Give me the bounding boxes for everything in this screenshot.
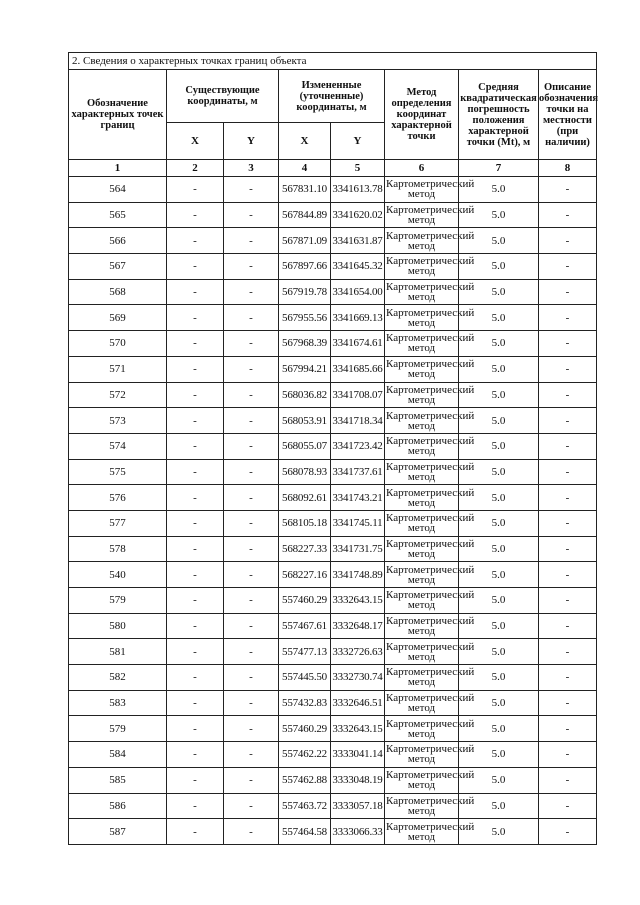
table-row <box>69 254 597 280</box>
cell-existing-x: - <box>167 742 224 768</box>
cell-method: Картометрический метод <box>386 563 475 586</box>
cell-existing-x: - <box>167 279 224 305</box>
cell-existing-y: - <box>224 408 279 434</box>
cell-method: Картометрический метод <box>386 332 475 355</box>
column-number: 1 <box>69 160 167 177</box>
cell-existing-y: - <box>224 202 279 228</box>
cell-point: 573 <box>69 408 167 434</box>
table-row <box>69 202 597 228</box>
cell-x: 568036.82 <box>279 382 331 408</box>
cell-x: 568055.07 <box>279 433 331 459</box>
cell-accuracy: 5.0 <box>459 536 539 562</box>
cell-accuracy: 5.0 <box>459 793 539 819</box>
cell-y: 3332730.74 <box>331 665 385 691</box>
cell-y: 3333057.18 <box>331 793 385 819</box>
cell-x: 557463.72 <box>279 793 331 819</box>
cell-y: 3341654.00 <box>331 279 385 305</box>
cell-existing-y: - <box>224 485 279 511</box>
cell-accuracy: 5.0 <box>459 356 539 382</box>
cell-x: 567968.39 <box>279 331 331 357</box>
cell-existing-y: - <box>224 690 279 716</box>
cell-y: 3341613.78 <box>331 177 385 203</box>
cell-description: - <box>539 639 597 665</box>
cell-description: - <box>539 459 597 485</box>
table-row <box>69 177 597 203</box>
header-description: Описание обозначения точки на местности (при наличии) <box>539 70 597 160</box>
cell-y: 3332643.15 <box>331 588 385 614</box>
cell-existing-x: - <box>167 767 224 793</box>
cell-accuracy: 5.0 <box>459 459 539 485</box>
cell-description: - <box>539 331 597 357</box>
table-row <box>69 459 597 485</box>
cell-existing-x: - <box>167 819 224 845</box>
cell-existing-x: - <box>167 305 224 331</box>
table-row <box>69 305 597 331</box>
cell-method: Картометрический метод <box>386 640 475 663</box>
cell-method: Картометрический метод <box>386 281 475 304</box>
cell-existing-y: - <box>224 588 279 614</box>
table-row <box>69 382 597 408</box>
cell-method: Картометрический метод <box>386 383 475 406</box>
cell-existing-y: - <box>224 279 279 305</box>
cell-description: - <box>539 485 597 511</box>
cell-method: Картометрический метод <box>386 229 475 252</box>
cell-existing-y: - <box>224 433 279 459</box>
cell-accuracy: 5.0 <box>459 305 539 331</box>
cell-description: - <box>539 690 597 716</box>
cell-existing-x: - <box>167 177 224 203</box>
table-row <box>69 819 597 845</box>
cell-description: - <box>539 177 597 203</box>
table-row <box>69 408 597 434</box>
cell-point: 574 <box>69 433 167 459</box>
cell-point: 579 <box>69 588 167 614</box>
cell-accuracy: 5.0 <box>459 562 539 588</box>
cell-point: 568 <box>69 279 167 305</box>
cell-y: 3341674.61 <box>331 331 385 357</box>
cell-existing-x: - <box>167 228 224 254</box>
header-existing-x: X <box>167 123 224 160</box>
table-row <box>69 665 597 691</box>
cell-existing-y: - <box>224 510 279 536</box>
cell-description: - <box>539 767 597 793</box>
cell-y: 3341631.87 <box>331 228 385 254</box>
table-row <box>69 562 597 588</box>
cell-existing-x: - <box>167 690 224 716</box>
cell-point: 566 <box>69 228 167 254</box>
cell-accuracy: 5.0 <box>459 588 539 614</box>
header-existing-coords: Существующие координаты, м <box>167 70 279 123</box>
cell-y: 3341620.02 <box>331 202 385 228</box>
table-row <box>69 485 597 511</box>
cell-existing-y: - <box>224 177 279 203</box>
cell-description: - <box>539 665 597 691</box>
table-row <box>69 433 597 459</box>
cell-accuracy: 5.0 <box>459 665 539 691</box>
cell-method: Картометрический метод <box>386 615 475 638</box>
cell-y: 3341708.07 <box>331 382 385 408</box>
cell-description: - <box>539 613 597 639</box>
cell-method: Картометрический метод <box>386 589 475 612</box>
column-number: 5 <box>331 160 385 177</box>
cell-method: Картометрический метод <box>386 486 475 509</box>
table-row <box>69 793 597 819</box>
table-row <box>69 767 597 793</box>
cell-point: 565 <box>69 202 167 228</box>
cell-y: 3341748.89 <box>331 562 385 588</box>
cell-accuracy: 5.0 <box>459 228 539 254</box>
cell-point: 577 <box>69 510 167 536</box>
cell-point: 582 <box>69 665 167 691</box>
cell-point: 581 <box>69 639 167 665</box>
header-accuracy: Средняя квадратическая погрешность положения характерной точки (Mt), м <box>459 70 539 160</box>
cell-point: 540 <box>69 562 167 588</box>
cell-method: Картометрический метод <box>386 743 475 766</box>
cell-method: Картометрический метод <box>386 460 475 483</box>
document-sheet <box>68 52 599 845</box>
header-changed-y: Y <box>331 123 385 160</box>
cell-existing-y: - <box>224 613 279 639</box>
cell-y: 3341731.75 <box>331 536 385 562</box>
cell-accuracy: 5.0 <box>459 331 539 357</box>
cell-point: 585 <box>69 767 167 793</box>
cell-method: Картометрический метод <box>386 435 475 458</box>
cell-x: 557462.22 <box>279 742 331 768</box>
column-number: 7 <box>459 160 539 177</box>
cell-existing-y: - <box>224 639 279 665</box>
cell-description: - <box>539 793 597 819</box>
cell-y: 3341737.61 <box>331 459 385 485</box>
cell-description: - <box>539 382 597 408</box>
cell-existing-x: - <box>167 202 224 228</box>
cell-point: 567 <box>69 254 167 280</box>
cell-x: 568227.33 <box>279 536 331 562</box>
cell-existing-x: - <box>167 485 224 511</box>
cell-x: 557462.88 <box>279 767 331 793</box>
boundary-points-table <box>68 52 597 845</box>
cell-accuracy: 5.0 <box>459 716 539 742</box>
cell-accuracy: 5.0 <box>459 742 539 768</box>
cell-x: 567844.89 <box>279 202 331 228</box>
cell-method: Картометрический метод <box>386 306 475 329</box>
table-row <box>69 742 597 768</box>
cell-y: 3341723.42 <box>331 433 385 459</box>
cell-y: 3333066.33 <box>331 819 385 845</box>
cell-accuracy: 5.0 <box>459 613 539 639</box>
cell-accuracy: 5.0 <box>459 433 539 459</box>
column-number: 3 <box>224 160 279 177</box>
table-row <box>69 588 597 614</box>
cell-existing-y: - <box>224 716 279 742</box>
cell-existing-x: - <box>167 588 224 614</box>
cell-x: 557445.50 <box>279 665 331 691</box>
cell-x: 567897.66 <box>279 254 331 280</box>
header-changed-coords: Измененные (уточненные) координаты, м <box>279 70 385 123</box>
cell-description: - <box>539 433 597 459</box>
cell-description: - <box>539 536 597 562</box>
header-method: Метод определения координат характерной точки <box>385 70 459 160</box>
header-changed-x: X <box>279 123 331 160</box>
cell-existing-x: - <box>167 459 224 485</box>
cell-existing-x: - <box>167 639 224 665</box>
cell-existing-y: - <box>224 742 279 768</box>
cell-method: Картометрический метод <box>386 409 475 432</box>
cell-existing-y: - <box>224 562 279 588</box>
cell-x: 567994.21 <box>279 356 331 382</box>
cell-method: Картометрический метод <box>386 204 475 227</box>
table-row <box>69 639 597 665</box>
cell-y: 3333041.14 <box>331 742 385 768</box>
cell-description: - <box>539 254 597 280</box>
cell-accuracy: 5.0 <box>459 819 539 845</box>
cell-existing-y: - <box>224 356 279 382</box>
cell-existing-y: - <box>224 382 279 408</box>
cell-accuracy: 5.0 <box>459 202 539 228</box>
cell-description: - <box>539 819 597 845</box>
cell-point: 571 <box>69 356 167 382</box>
cell-existing-x: - <box>167 536 224 562</box>
cell-accuracy: 5.0 <box>459 254 539 280</box>
table-row <box>69 279 597 305</box>
cell-x: 568053.91 <box>279 408 331 434</box>
cell-existing-x: - <box>167 356 224 382</box>
cell-method: Картометрический метод <box>386 717 475 740</box>
table-body <box>69 177 597 845</box>
cell-accuracy: 5.0 <box>459 408 539 434</box>
cell-description: - <box>539 356 597 382</box>
cell-existing-y: - <box>224 793 279 819</box>
cell-y: 3341745.11 <box>331 510 385 536</box>
cell-x: 568078.93 <box>279 459 331 485</box>
cell-existing-x: - <box>167 793 224 819</box>
cell-existing-x: - <box>167 331 224 357</box>
cell-x: 568227.16 <box>279 562 331 588</box>
cell-existing-y: - <box>224 665 279 691</box>
header-point: Обозначение характерных точек границ <box>69 70 167 160</box>
table-row <box>69 690 597 716</box>
cell-y: 3332643.15 <box>331 716 385 742</box>
cell-description: - <box>539 305 597 331</box>
cell-x: 567831.10 <box>279 177 331 203</box>
section-title: 2. Сведения о характерных точках границ объекта <box>69 53 597 70</box>
cell-accuracy: 5.0 <box>459 690 539 716</box>
cell-existing-y: - <box>224 819 279 845</box>
cell-x: 557460.29 <box>279 588 331 614</box>
cell-accuracy: 5.0 <box>459 177 539 203</box>
cell-existing-y: - <box>224 331 279 357</box>
cell-x: 557467.61 <box>279 613 331 639</box>
cell-x: 568092.61 <box>279 485 331 511</box>
table-row <box>69 536 597 562</box>
cell-y: 3332646.51 <box>331 690 385 716</box>
column-number: 4 <box>279 160 331 177</box>
cell-description: - <box>539 588 597 614</box>
cell-method: Картометрический метод <box>386 537 475 560</box>
cell-description: - <box>539 279 597 305</box>
cell-point: 580 <box>69 613 167 639</box>
cell-method: Картометрический метод <box>386 666 475 689</box>
cell-existing-y: - <box>224 228 279 254</box>
cell-description: - <box>539 202 597 228</box>
cell-x: 567955.56 <box>279 305 331 331</box>
column-number: 6 <box>385 160 459 177</box>
cell-existing-y: - <box>224 459 279 485</box>
cell-description: - <box>539 510 597 536</box>
cell-x: 557432.83 <box>279 690 331 716</box>
column-number: 2 <box>167 160 224 177</box>
cell-method: Картометрический метод <box>386 769 475 792</box>
cell-method: Картометрический метод <box>386 794 475 817</box>
cell-existing-y: - <box>224 767 279 793</box>
cell-existing-x: - <box>167 433 224 459</box>
cell-point: 579 <box>69 716 167 742</box>
cell-description: - <box>539 716 597 742</box>
cell-existing-x: - <box>167 254 224 280</box>
cell-y: 3341718.34 <box>331 408 385 434</box>
cell-description: - <box>539 228 597 254</box>
cell-method: Картометрический метод <box>386 358 475 381</box>
cell-point: 564 <box>69 177 167 203</box>
cell-existing-y: - <box>224 536 279 562</box>
cell-point: 576 <box>69 485 167 511</box>
cell-method: Картометрический метод <box>386 692 475 715</box>
cell-x: 568105.18 <box>279 510 331 536</box>
cell-accuracy: 5.0 <box>459 639 539 665</box>
cell-description: - <box>539 562 597 588</box>
cell-description: - <box>539 408 597 434</box>
cell-point: 587 <box>69 819 167 845</box>
cell-y: 3333048.19 <box>331 767 385 793</box>
cell-description: - <box>539 742 597 768</box>
cell-existing-y: - <box>224 254 279 280</box>
cell-point: 569 <box>69 305 167 331</box>
cell-point: 570 <box>69 331 167 357</box>
cell-existing-x: - <box>167 510 224 536</box>
cell-x: 557460.29 <box>279 716 331 742</box>
cell-existing-x: - <box>167 613 224 639</box>
cell-y: 3341743.21 <box>331 485 385 511</box>
table-row <box>69 510 597 536</box>
cell-y: 3341669.13 <box>331 305 385 331</box>
cell-point: 583 <box>69 690 167 716</box>
cell-accuracy: 5.0 <box>459 767 539 793</box>
cell-existing-y: - <box>224 305 279 331</box>
cell-point: 578 <box>69 536 167 562</box>
cell-y: 3341645.32 <box>331 254 385 280</box>
cell-x: 557464.58 <box>279 819 331 845</box>
table-row <box>69 356 597 382</box>
cell-point: 575 <box>69 459 167 485</box>
cell-point: 584 <box>69 742 167 768</box>
cell-x: 557477.13 <box>279 639 331 665</box>
cell-point: 586 <box>69 793 167 819</box>
cell-method: Картометрический метод <box>386 820 475 843</box>
cell-existing-x: - <box>167 408 224 434</box>
cell-existing-x: - <box>167 382 224 408</box>
cell-x: 567871.09 <box>279 228 331 254</box>
cell-y: 3332648.17 <box>331 613 385 639</box>
cell-accuracy: 5.0 <box>459 279 539 305</box>
column-number: 8 <box>539 160 597 177</box>
cell-accuracy: 5.0 <box>459 510 539 536</box>
cell-accuracy: 5.0 <box>459 382 539 408</box>
table-row <box>69 331 597 357</box>
cell-existing-x: - <box>167 562 224 588</box>
table-row <box>69 716 597 742</box>
cell-y: 3341685.66 <box>331 356 385 382</box>
cell-method: Картометрический метод <box>386 255 475 278</box>
cell-existing-x: - <box>167 716 224 742</box>
table-row <box>69 613 597 639</box>
cell-method: Картометрический метод <box>386 512 475 535</box>
header-existing-y: Y <box>224 123 279 160</box>
table-row <box>69 228 597 254</box>
cell-existing-x: - <box>167 665 224 691</box>
cell-accuracy: 5.0 <box>459 485 539 511</box>
cell-point: 572 <box>69 382 167 408</box>
cell-x: 567919.78 <box>279 279 331 305</box>
cell-y: 3332726.63 <box>331 639 385 665</box>
cell-method: Картометрический метод <box>386 178 475 201</box>
